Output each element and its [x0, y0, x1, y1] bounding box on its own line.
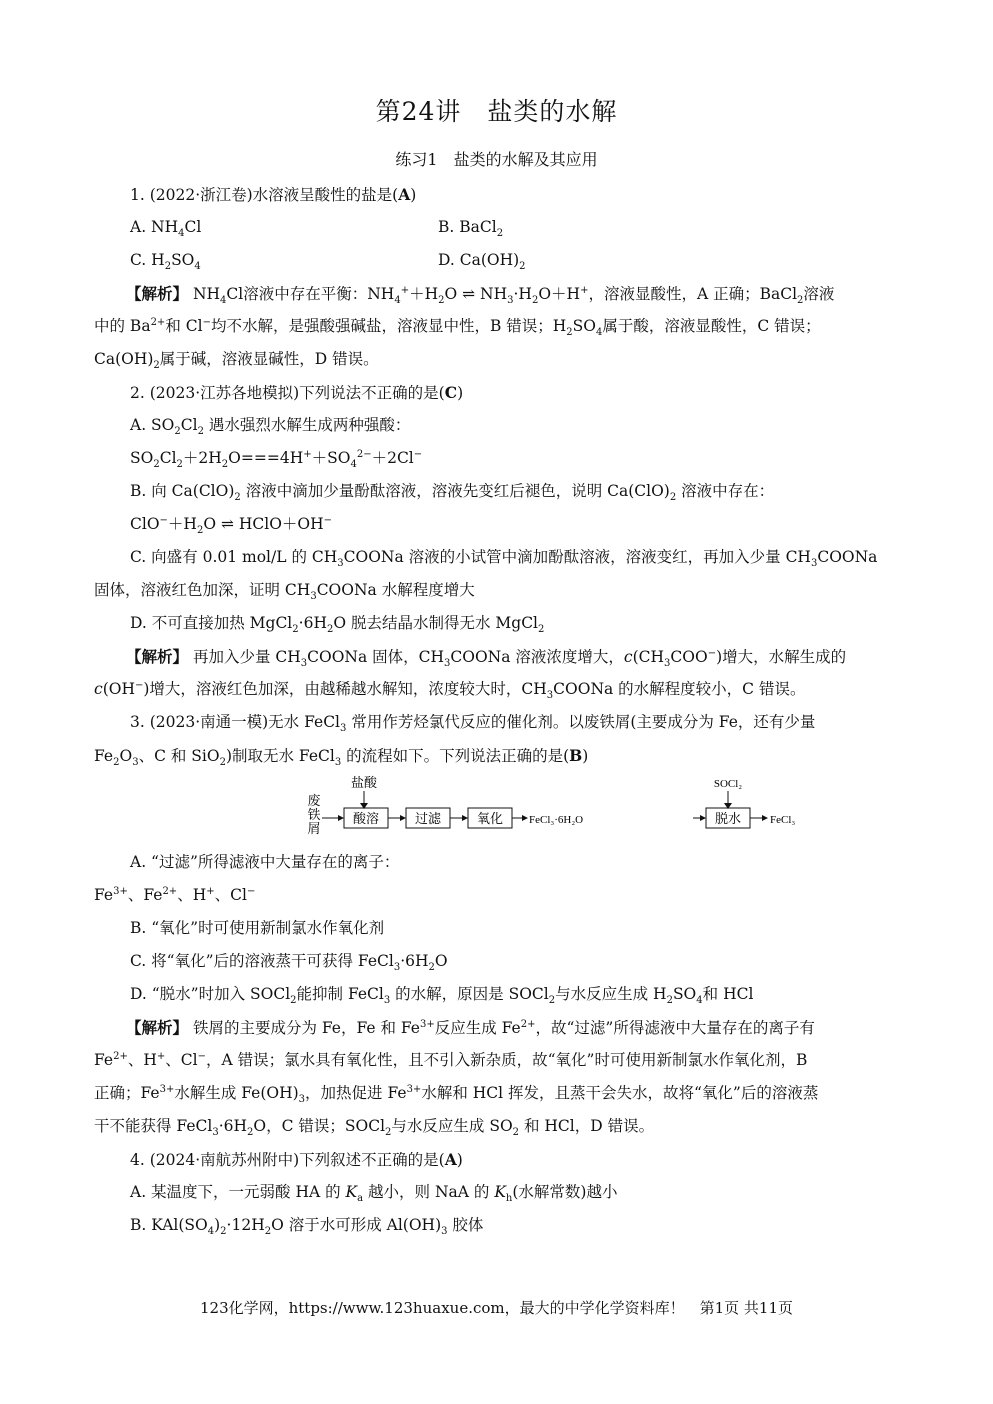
question-2-option-c: C. 向盛有 0.01 mol/L 的 $CH_3COONa$ 溶液的小试管中滴加酚酞溶液，溶液变红，再加入少量 $CH_3COONa$: [130, 548, 878, 570]
flow-product: FeCl₃: [770, 814, 796, 826]
question-2-option-d: D. 不可直接加热 $MgCl_2\cdot 6H_2O$ 脱去结晶水制得无水 MgCl$_2$: [130, 614, 545, 636]
question-1-analysis: 【解析】 $NH_4Cl$溶液中存在平衡：$NH_4^++H_2O$ ⇌ $NH_3\cdot H_2O+H^+$，溶液显酸性，A 正确；BaCl$_2$溶液: [126, 284, 835, 307]
document-body: [94, 178, 900, 1242]
question-2-option-a: A. $SO_2Cl_2$ 遇水强烈水解生成两种强酸：: [130, 416, 411, 438]
question-1-analysis-line3: $Ca(OH)_2$属于碱，溶液显碱性，D 错误。: [94, 350, 379, 372]
page-title: 第24讲 盐类的水解: [375, 97, 618, 126]
question-3-option-c: C. 将“氧化”后的溶液蒸干可获得 $FeCl_3\cdot 6H_2O$: [130, 952, 448, 974]
flow-step-dissolve: 酸溶: [352, 811, 380, 826]
question-3-option-b: B. “氧化”时可使用新制氯水作氧化剂: [130, 919, 385, 937]
flow-raw-2: 铁: [307, 807, 321, 822]
question-3-analysis: 【解析】 铁屑的主要成分为 Fe，Fe 和 $Fe^{3+}$反应生成 $Fe^{2+}$，故“过滤”所得滤液中大量存在的离子有: [126, 1018, 815, 1037]
question-1-options-ab: A. $NH_4Cl$ B. BaCl$_2$: [130, 218, 504, 240]
question-4-stem: 4. (2024·南航苏州附中)下列叙述不正确的是(A): [130, 1150, 463, 1169]
question-3-analysis-line2: $Fe^{2+}$、H+、Cl−，A 错误；氯水具有氧化性，且不引入新杂质，故“氧化”时可使用新制氯水作氧化剂，B: [94, 1050, 808, 1069]
flow-raw-1: 废: [307, 793, 321, 808]
question-2-option-a-equation: $SO_2Cl_2+2H_2O===4H^++SO_4^{2-}+2Cl^-$: [130, 448, 423, 471]
question-2-option-b-equation: $ClO^-+H_2O$ ⇌ HClO＋OH−: [130, 514, 333, 537]
question-4-option-b: B. $KAl(SO_4)_2\cdot 12H_2O$ 溶于水可形成 $Al(OH)_3$ 胶体: [130, 1216, 484, 1238]
process-flow-diagram: [94, 774, 900, 842]
question-2-stem: 2. (2023·江苏各地模拟)下列说法不正确的是(C): [130, 383, 464, 402]
question-3-analysis-line3: 正确；$Fe^{3+}$水解生成 $Fe(OH)_3$，加热促进 $Fe^{3+}$水解和 HCl 挥发，且蒸干会失水，故将“氧化”后的溶液蒸: [94, 1083, 819, 1106]
question-2-option-b: B. 向 $Ca(ClO)_2$ 溶液中滴加少量酚酞溶液，溶液先变红后褪色，说明 $Ca(ClO)_2$ 溶液中存在：: [130, 482, 775, 504]
question-1-stem: 1. (2022·浙江卷)水溶液呈酸性的盐是(A): [130, 185, 417, 204]
flow-raw-3: 屑: [307, 821, 321, 836]
question-3-analysis-line4: 干不能获得 $FeCl_3\cdot 6H_2O$，C 错误；SOCl$_2$与水反应生成 $SO_2$ 和 HCl，D 错误。: [94, 1117, 655, 1139]
flow-step-oxidize: 氧化: [476, 811, 504, 826]
flow-input-hcl: 盐酸: [350, 775, 378, 790]
flow-input-socl2: SOCl₂: [713, 778, 743, 790]
flow-step-filter: 过滤: [414, 811, 442, 826]
question-3-option-d: D. “脱水”时加入 SOCl$_2$能抑制 FeCl$_3$ 的水解，原因是 SOCl$_2$与水反应生成 $H_2SO_4$和 HCl: [130, 985, 754, 1007]
question-4-option-a: A. 某温度下，一元弱酸 HA 的 $K_a$ 越小，则 NaA 的 $K_h$(水解常数)越小: [130, 1183, 618, 1205]
question-2-option-c-line2: 固体，溶液红色加深，证明 $CH_3COONa$ 水解程度增大: [94, 581, 475, 603]
flow-step-dehydrate: 脱水: [714, 811, 742, 826]
question-3-stem-line2: $Fe_2O_3$、C 和 SiO$_2$)制取无水 FeCl$_3$ 的流程如下。下列说法正确的是(B): [94, 746, 589, 769]
flow-intermediate: FeCl₃·6H₂O: [529, 814, 584, 826]
question-3-stem: 3. (2023·南通一模)无水 FeCl$_3$ 常用作芳烃氯代反应的催化剂。以废铁屑(主要成分为 Fe，还有少量: [130, 713, 816, 735]
question-3-option-a: A. “过滤”所得滤液中大量存在的离子：: [130, 853, 400, 871]
question-1-analysis-line2: 中的 $Ba^{2+}$和 Cl−均不水解，是强酸强碱盐，溶液显中性，B 错误；$H_2SO_4$属于酸，溶液显酸性，C 错误；: [94, 316, 821, 339]
question-2-analysis: 【解析】 再加入少量 $CH_3COONa$ 固体，$CH_3COONa$ 溶液浓度增大，$c(CH_3COO^-)$增大，水解生成的: [126, 647, 847, 670]
page-subtitle: 练习1 盐类的水解及其应用: [395, 150, 598, 169]
question-1-options-cd: C. $H_2SO_4$ D. $Ca(OH)_2$: [130, 251, 526, 273]
page-footer: 123化学网，https://www.123huaxue.com，最大的中学化学资料库！ 第1页 共11页: [199, 1299, 794, 1317]
question-2-analysis-line2: c(OH−)增大，溶液红色加深，由越稀越水解知，浓度较大时，$CH_3COONa$ 的水解程度较小，C 错误。: [94, 679, 806, 702]
question-3-option-a-ions: $Fe^{3+}$、$Fe^{2+}$、H+、Cl−: [94, 885, 256, 904]
